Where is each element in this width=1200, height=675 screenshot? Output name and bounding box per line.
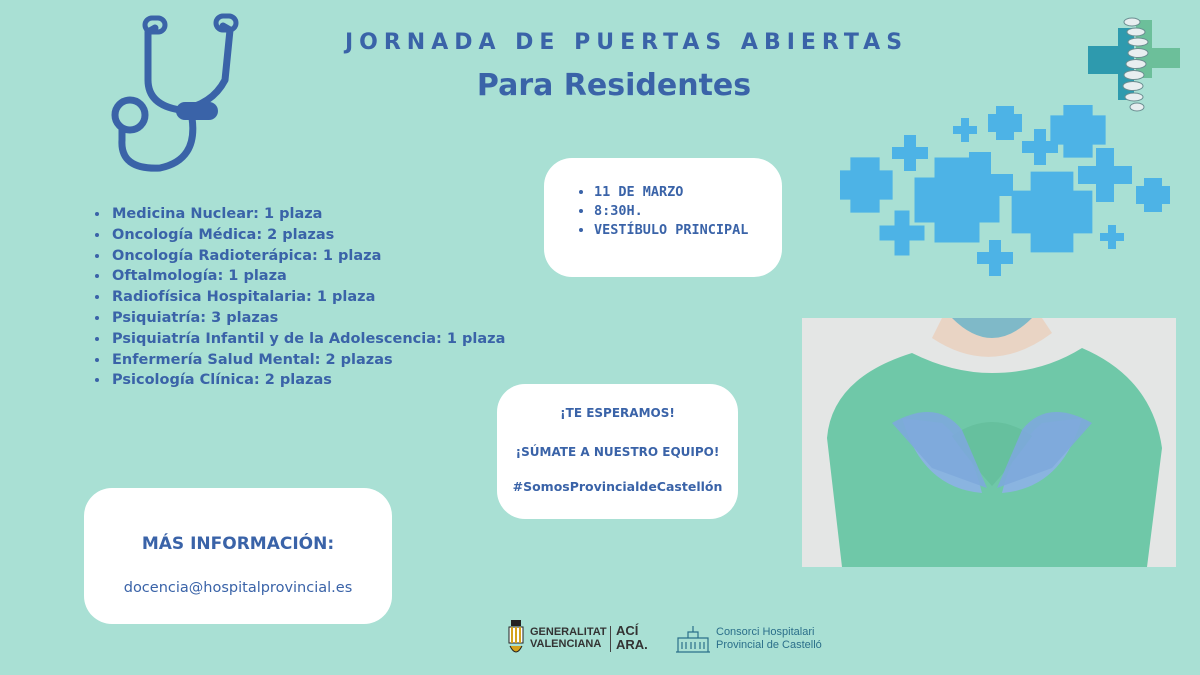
list-item: • Enfermería Salud Mental: 2 plazas	[110, 350, 505, 371]
contact-email-link[interactable]: docencia@hospitalprovincial.es	[123, 580, 353, 596]
list-item: • Medicina Nuclear: 1 plaza	[110, 204, 505, 225]
page-subtitle: Para Residentes	[476, 68, 752, 103]
page-title: JORNADA DE PUERTAS ABIERTAS	[344, 30, 909, 55]
info-title: MÁS INFORMACIÓN:	[141, 534, 335, 554]
list-item: • Psicología Clínica: 2 plazas	[110, 370, 505, 391]
event-date: • 11 DE MARZO	[594, 183, 748, 202]
event-place: • VESTÍBULO PRINCIPAL	[594, 221, 748, 240]
nurse-heart-hands-photo	[802, 318, 1176, 567]
consorci-line-1: Consorci Hospitalari	[716, 626, 815, 638]
specialties-list	[92, 204, 505, 391]
event-details-card	[544, 158, 782, 277]
list-item: • Oncología Radioterápica: 1 plaza	[110, 246, 505, 267]
hashtag: #SomosProvincialdeCastellón	[512, 479, 723, 494]
list-item: • Psiquiatría Infantil y de la Adolescencia: 1 plaza	[110, 329, 505, 350]
list-item: • Psiquiatría: 3 plazas	[110, 308, 505, 329]
generalitat-line-1: GENERALITAT	[530, 626, 607, 638]
invite-line-1: ¡TE ESPERAMOS!	[560, 406, 675, 420]
event-time: • 8:30H.	[594, 202, 748, 221]
medical-crosses-decoration	[840, 105, 1170, 285]
event-details-list	[578, 183, 748, 240]
list-item: • Oftalmología: 1 plaza	[110, 266, 505, 287]
list-item: • Oncología Médica: 2 plazas	[110, 225, 505, 246]
footer-logos	[508, 618, 828, 658]
generalitat-line-2: VALENCIANA	[530, 638, 602, 650]
aci-line-2: ARA.	[616, 637, 648, 652]
aci-line-1: ACÍ	[616, 623, 639, 638]
list-item: • Radiofísica Hospitalaria: 1 plaza	[110, 287, 505, 308]
generalitat-shield-logo	[508, 620, 524, 658]
info-card	[84, 488, 392, 624]
invite-card	[497, 384, 738, 519]
invite-line-2: ¡SÚMATE A NUESTRO EQUIPO!	[515, 445, 720, 459]
hospital-building-logo	[674, 624, 712, 654]
consorci-line-2: Provincial de Castelló	[716, 639, 822, 651]
